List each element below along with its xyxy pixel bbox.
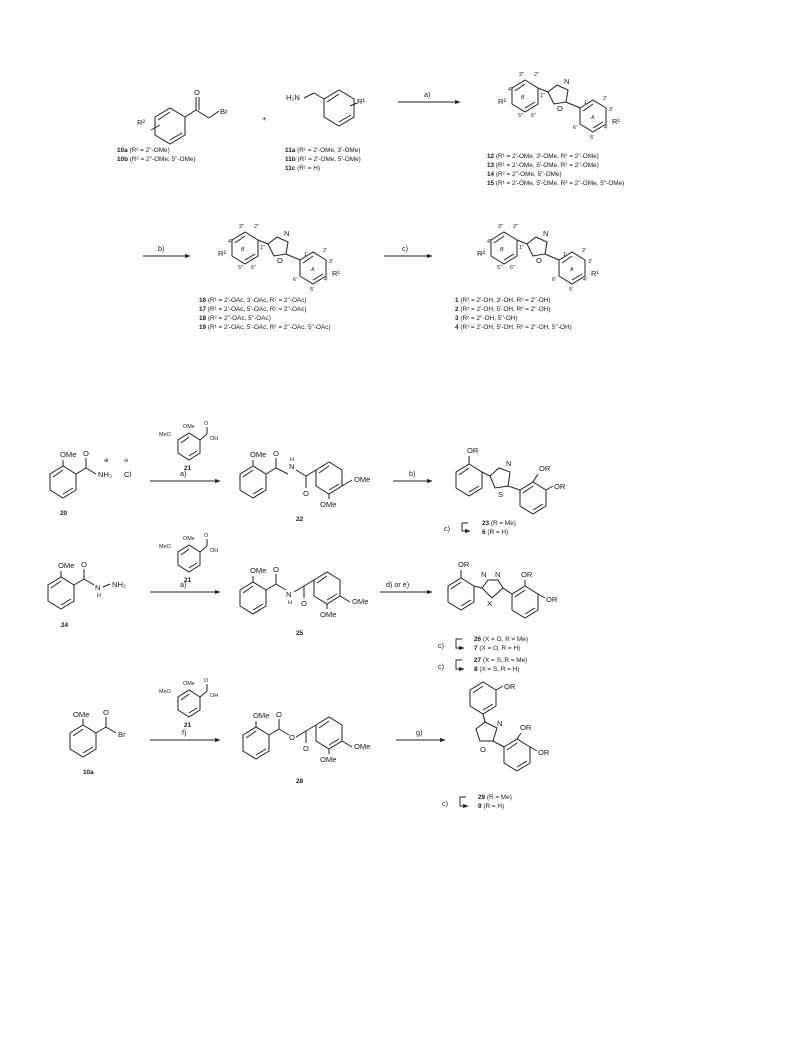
svg-text:N: N bbox=[564, 77, 570, 86]
svg-text:c): c) bbox=[442, 799, 448, 808]
svg-text:B: B bbox=[500, 247, 504, 253]
svg-text:4': 4' bbox=[583, 277, 588, 283]
svg-text:O: O bbox=[557, 104, 563, 113]
svg-text:1': 1' bbox=[563, 252, 568, 258]
svg-text:f): f) bbox=[182, 728, 187, 737]
svg-text:OMe: OMe bbox=[320, 755, 337, 764]
svg-text:14 (R² = 2''-OMe, 5''-OMe): 14 (R² = 2''-OMe, 5''-OMe) bbox=[487, 171, 562, 178]
svg-text:N: N bbox=[286, 590, 292, 599]
svg-text:OR: OR bbox=[458, 560, 470, 569]
svg-text:9 (R = H): 9 (R = H) bbox=[478, 803, 505, 810]
svg-text:A: A bbox=[591, 115, 595, 121]
svg-text:4': 4' bbox=[324, 277, 329, 283]
svg-text:O: O bbox=[277, 256, 283, 265]
arrow-step-b bbox=[143, 244, 190, 256]
svg-text:O: O bbox=[276, 710, 282, 719]
svg-text:OR: OR bbox=[521, 570, 533, 579]
plus-sign: + bbox=[262, 114, 267, 123]
acetate-product-labels bbox=[199, 297, 331, 331]
svg-text:4'': 4'' bbox=[228, 239, 234, 245]
oxazole-core-acetate bbox=[218, 224, 340, 293]
svg-text:2': 2' bbox=[603, 96, 608, 102]
svg-text:2'': 2'' bbox=[534, 72, 540, 78]
svg-text:N: N bbox=[495, 570, 501, 579]
svg-text:N: N bbox=[95, 583, 101, 592]
svg-text:R¹: R¹ bbox=[612, 117, 621, 126]
svg-text:B: B bbox=[521, 95, 525, 101]
svg-text:4 (R¹ = 2'-OH, 5'-OH, R² = 2'': 4 (R¹ = 2'-OH, 5'-OH, R² = 2''-OH, 5''-OH) bbox=[455, 324, 572, 331]
svg-text:c): c) bbox=[438, 641, 444, 650]
svg-text:2': 2' bbox=[582, 248, 587, 254]
svg-text:OH: OH bbox=[210, 436, 219, 442]
svg-text:Cl: Cl bbox=[124, 470, 132, 479]
svg-text:O: O bbox=[301, 599, 307, 608]
svg-text:2 (R¹ = 2'-OH, 5'-OH, R² = 2'': 2 (R¹ = 2'-OH, 5'-OH, R² = 2''-OH) bbox=[455, 306, 551, 313]
svg-text:21: 21 bbox=[184, 465, 192, 472]
svg-text:19 (R¹ = 2'-OAc, 5'-OAc, R² =: 19 (R¹ = 2'-OAc, 5'-OAc, R² = 2''-OAc, 5''-OAc) bbox=[199, 324, 331, 331]
svg-text:1': 1' bbox=[304, 252, 309, 258]
svg-text:10a: 10a bbox=[83, 769, 94, 776]
svg-text:O: O bbox=[83, 449, 89, 458]
svg-text:OMe: OMe bbox=[253, 711, 270, 720]
compound-22 bbox=[240, 449, 370, 523]
svg-text:R²: R² bbox=[218, 249, 227, 258]
arrow-step-a-s2 bbox=[150, 469, 220, 481]
svg-text:5': 5' bbox=[569, 287, 574, 293]
arrow-step-a-s3 bbox=[150, 580, 220, 592]
svg-text:3': 3' bbox=[329, 259, 334, 265]
svg-text:NH₂: NH₂ bbox=[112, 580, 126, 589]
svg-text:OMe: OMe bbox=[320, 500, 337, 509]
svg-text:R²: R² bbox=[477, 249, 486, 258]
arrow-step-b-s2 bbox=[393, 469, 432, 481]
svg-text:OMe: OMe bbox=[58, 561, 75, 570]
svg-text:a): a) bbox=[180, 580, 187, 589]
svg-text:OMe: OMe bbox=[320, 610, 337, 619]
svg-text:11c (R¹ = H): 11c (R¹ = H) bbox=[285, 165, 320, 172]
amine-group: H₂N bbox=[286, 93, 300, 102]
svg-text:NH₃: NH₃ bbox=[98, 470, 113, 479]
svg-text:21: 21 bbox=[184, 577, 192, 584]
svg-text:O: O bbox=[204, 533, 209, 539]
svg-text:8 (X = S, R = H): 8 (X = S, R = H) bbox=[474, 666, 520, 673]
thiazole-product-labels bbox=[444, 520, 516, 536]
compound-20 bbox=[50, 449, 131, 517]
svg-text:4'': 4'' bbox=[508, 87, 514, 93]
svg-text:c): c) bbox=[438, 662, 444, 671]
svg-text:N: N bbox=[284, 229, 290, 238]
svg-text:OMe: OMe bbox=[73, 710, 90, 719]
svg-text:g): g) bbox=[416, 728, 423, 737]
svg-text:c): c) bbox=[444, 524, 450, 533]
svg-text:24: 24 bbox=[61, 622, 69, 629]
svg-text:OMe: OMe bbox=[352, 597, 369, 606]
svg-text:23 (R = Me): 23 (R = Me) bbox=[482, 520, 516, 527]
svg-text:3 (R² = 2''-OH, 5''-OH): 3 (R² = 2''-OH, 5''-OH) bbox=[455, 315, 518, 322]
svg-text:OR: OR bbox=[467, 446, 479, 455]
reagent-21-middle bbox=[159, 533, 218, 584]
bromine-atom: Br bbox=[220, 107, 228, 116]
svg-text:O: O bbox=[204, 421, 209, 427]
variant-label: 10a (R² = 2''-OMe) bbox=[117, 147, 170, 154]
svg-text:H: H bbox=[288, 600, 292, 606]
svg-text:1'': 1'' bbox=[540, 93, 546, 99]
svg-text:28: 28 bbox=[296, 778, 304, 785]
oxazole-4-aryl-labels bbox=[442, 794, 512, 810]
svg-text:a): a) bbox=[180, 469, 187, 478]
svg-text:18 (R² = 2''-OAc, 5''-OAc): 18 (R² = 2''-OAc, 5''-OAc) bbox=[199, 315, 271, 322]
hydroxy-product-labels bbox=[455, 297, 572, 331]
svg-text:15 (R¹ = 2'-OMe, 5'-OMe, R² =: 15 (R¹ = 2'-OMe, 5'-OMe, R² = 2''-OMe, 5''-OMe) bbox=[487, 180, 625, 187]
svg-text:OMe: OMe bbox=[250, 450, 267, 459]
svg-text:7 (X = O, R = H): 7 (X = O, R = H) bbox=[474, 645, 521, 652]
svg-text:6'': 6'' bbox=[510, 265, 516, 271]
svg-text:3'': 3'' bbox=[519, 72, 525, 78]
svg-text:5': 5' bbox=[310, 287, 315, 293]
svg-text:N: N bbox=[543, 229, 549, 238]
oxazole-4-aryl-product bbox=[470, 682, 550, 771]
arrow-step-de bbox=[380, 580, 432, 592]
diazole-product bbox=[448, 560, 558, 618]
svg-text:A: A bbox=[311, 267, 315, 273]
svg-text:OMe: OMe bbox=[60, 450, 77, 459]
svg-text:3'': 3'' bbox=[498, 224, 504, 230]
svg-text:H: H bbox=[290, 457, 294, 463]
svg-text:2'': 2'' bbox=[513, 224, 519, 230]
svg-text:R²: R² bbox=[498, 97, 507, 106]
svg-text:6': 6' bbox=[552, 277, 557, 283]
svg-text:11a (R¹ = 2'-OMe, 3'-OMe): 11a (R¹ = 2'-OMe, 3'-OMe) bbox=[285, 147, 361, 154]
svg-text:B: B bbox=[241, 247, 245, 253]
thiazole-product bbox=[456, 446, 566, 514]
svg-text:O: O bbox=[103, 708, 109, 717]
svg-text:11b (R¹ = 2'-OMe, 5'-OMe): 11b (R¹ = 2'-OMe, 5'-OMe) bbox=[285, 156, 361, 163]
svg-text:OR: OR bbox=[504, 682, 516, 691]
svg-text:O: O bbox=[273, 565, 279, 574]
svg-text:6': 6' bbox=[293, 277, 298, 283]
svg-text:X: X bbox=[487, 599, 493, 608]
svg-text:OR: OR bbox=[546, 595, 558, 604]
r2-substituent: R² bbox=[137, 118, 146, 127]
svg-text:13 (R¹ = 2'-OMe, 5'-OMe, R² =: 13 (R¹ = 2'-OMe, 5'-OMe, R² = 2''-OMe) bbox=[487, 162, 599, 169]
svg-text:b): b) bbox=[158, 244, 165, 253]
methoxy-product-labels bbox=[487, 153, 624, 187]
compound-25 bbox=[240, 565, 368, 637]
svg-text:6 (R = H): 6 (R = H) bbox=[482, 529, 509, 536]
arrow-step-g bbox=[396, 728, 445, 740]
svg-text:O: O bbox=[303, 744, 309, 753]
svg-text:O: O bbox=[204, 678, 209, 684]
svg-text:MeO: MeO bbox=[159, 432, 171, 438]
svg-text:N: N bbox=[481, 570, 487, 579]
reagent-21-bottom bbox=[159, 678, 218, 729]
compound-10a bbox=[70, 708, 126, 776]
variant-label: 10b (R² = 2''-OMe, 5''-OMe) bbox=[117, 156, 196, 163]
svg-text:O: O bbox=[289, 733, 295, 742]
svg-text:OMe: OMe bbox=[183, 424, 195, 430]
svg-text:OMe: OMe bbox=[354, 742, 371, 751]
compound-10-bromoketone bbox=[137, 88, 228, 144]
svg-text:d) or e): d) or e) bbox=[386, 580, 410, 589]
svg-text:22: 22 bbox=[296, 516, 304, 523]
svg-text:R¹: R¹ bbox=[332, 269, 341, 278]
svg-text:Br: Br bbox=[118, 730, 126, 739]
svg-text:H: H bbox=[97, 593, 101, 599]
svg-text:OMe: OMe bbox=[183, 681, 195, 687]
svg-text:5': 5' bbox=[590, 135, 595, 141]
svg-text:3': 3' bbox=[609, 107, 614, 113]
svg-text:N: N bbox=[497, 719, 503, 728]
svg-text:c): c) bbox=[402, 244, 408, 253]
svg-text:1'': 1'' bbox=[260, 245, 266, 251]
compound-24 bbox=[48, 560, 126, 629]
arrow-step-a bbox=[398, 90, 460, 102]
svg-text:OMe: OMe bbox=[250, 566, 267, 575]
svg-text:16 (R¹ = 2'-OAc, 3'-OAc, R² =: 16 (R¹ = 2'-OAc, 3'-OAc, R² = 2''-OAc) bbox=[199, 297, 307, 304]
svg-text:25: 25 bbox=[296, 630, 304, 637]
arrow-step-f bbox=[150, 728, 220, 740]
svg-text:OH: OH bbox=[210, 548, 219, 554]
svg-text:OR: OR bbox=[520, 723, 532, 732]
svg-text:R¹: R¹ bbox=[591, 269, 600, 278]
svg-text:17 (R¹ = 2'-OAc, 5'-OAc, R² =: 17 (R¹ = 2'-OAc, 5'-OAc, R² = 2''-OAc) bbox=[199, 306, 307, 313]
oxazole-core-hydroxy bbox=[477, 224, 599, 293]
svg-text:O: O bbox=[303, 489, 309, 498]
svg-text:OH: OH bbox=[210, 693, 219, 699]
svg-text:O: O bbox=[81, 560, 87, 569]
carbonyl-oxygen: O bbox=[194, 88, 200, 97]
svg-text:⊕: ⊕ bbox=[104, 458, 109, 464]
arrow-step-c bbox=[384, 244, 432, 256]
svg-text:OR: OR bbox=[554, 482, 566, 491]
svg-text:5'': 5'' bbox=[518, 113, 524, 119]
compound-28 bbox=[243, 710, 370, 785]
svg-text:MeO: MeO bbox=[159, 544, 171, 550]
svg-text:MeO: MeO bbox=[159, 689, 171, 695]
svg-text:1': 1' bbox=[584, 100, 589, 106]
svg-text:OMe: OMe bbox=[354, 475, 371, 484]
svg-text:21: 21 bbox=[184, 722, 192, 729]
svg-text:5'': 5'' bbox=[238, 265, 244, 271]
compound-10-labels bbox=[117, 147, 196, 163]
r1-substituent: R¹ bbox=[357, 97, 366, 106]
svg-text:A: A bbox=[570, 267, 574, 273]
svg-text:6': 6' bbox=[573, 125, 578, 131]
svg-text:N: N bbox=[506, 459, 512, 468]
compound-11-labels bbox=[285, 147, 361, 172]
svg-text:⊖: ⊖ bbox=[124, 458, 129, 464]
svg-text:S: S bbox=[498, 490, 504, 499]
svg-text:29 (R = Me): 29 (R = Me) bbox=[478, 794, 512, 801]
svg-text:4': 4' bbox=[604, 125, 609, 131]
svg-text:1 (R¹ = 2'-OH, 3'-OH, R² = 2'': 1 (R¹ = 2'-OH, 3'-OH, R² = 2''-OH) bbox=[455, 297, 551, 304]
svg-text:3'': 3'' bbox=[239, 224, 245, 230]
svg-text:26 (X = O, R = Me): 26 (X = O, R = Me) bbox=[474, 636, 528, 643]
svg-text:27 (X = S, R = Me): 27 (X = S, R = Me) bbox=[474, 657, 528, 664]
svg-text:N: N bbox=[289, 462, 295, 471]
svg-text:6'': 6'' bbox=[531, 113, 537, 119]
svg-text:O: O bbox=[480, 745, 486, 754]
svg-text:2'': 2'' bbox=[254, 224, 260, 230]
oxazole-core-methoxy bbox=[498, 72, 620, 141]
svg-text:O: O bbox=[273, 449, 279, 458]
svg-text:OR: OR bbox=[539, 464, 551, 473]
svg-text:OMe: OMe bbox=[183, 536, 195, 542]
svg-text:2': 2' bbox=[323, 248, 328, 254]
svg-text:4'': 4'' bbox=[487, 239, 493, 245]
svg-text:O: O bbox=[536, 256, 542, 265]
svg-text:OR: OR bbox=[538, 748, 550, 757]
svg-text:b): b) bbox=[409, 469, 416, 478]
svg-text:5'': 5'' bbox=[497, 265, 503, 271]
diazole-product-labels bbox=[438, 636, 528, 673]
svg-text:12 (R¹ = 2'-OMe, 3'-OMe, R² =: 12 (R¹ = 2'-OMe, 3'-OMe, R² = 2''-OMe) bbox=[487, 153, 599, 160]
svg-text:20: 20 bbox=[60, 510, 68, 517]
compound-11-benzylamine bbox=[286, 90, 365, 126]
svg-text:a): a) bbox=[424, 90, 431, 99]
svg-text:3': 3' bbox=[588, 259, 593, 265]
reagent-21-top bbox=[159, 421, 218, 472]
svg-text:6'': 6'' bbox=[251, 265, 257, 271]
svg-text:1'': 1'' bbox=[519, 245, 525, 251]
